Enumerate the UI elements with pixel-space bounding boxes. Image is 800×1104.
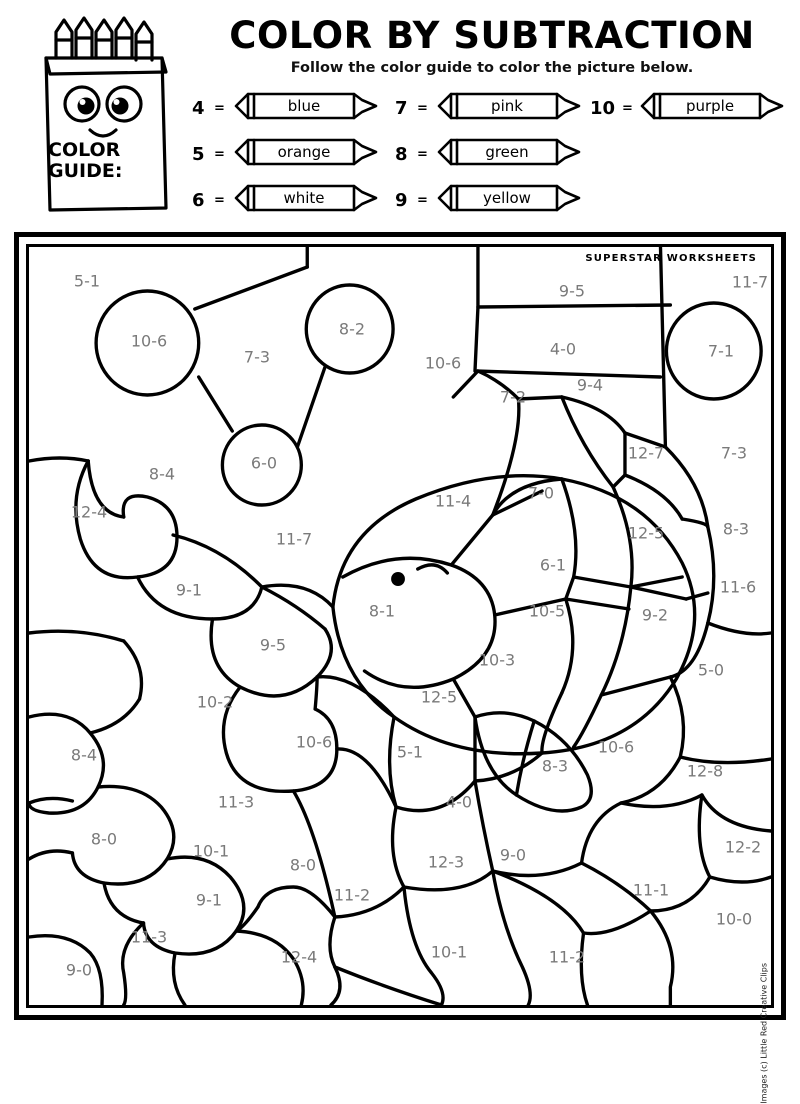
legend-number: 10 bbox=[590, 98, 616, 119]
legend-number: 6 bbox=[192, 190, 205, 211]
region-label: 6-1 bbox=[539, 555, 567, 575]
region-label: 10-1 bbox=[192, 841, 230, 861]
region-label: 10-5 bbox=[528, 601, 566, 621]
legend-color-name: orange bbox=[277, 143, 331, 161]
region-label: 7-2 bbox=[499, 387, 527, 407]
region-label: 8-0 bbox=[289, 855, 317, 875]
region-label: 11-3 bbox=[130, 927, 168, 947]
region-label: 5-0 bbox=[697, 660, 725, 680]
region-label: 9-1 bbox=[175, 580, 203, 600]
region-label: 11-3 bbox=[217, 792, 255, 812]
region-label: 7-3 bbox=[243, 347, 271, 367]
region-label: 8-1 bbox=[368, 601, 396, 621]
region-label: 10-0 bbox=[715, 909, 753, 929]
legend-equals: = bbox=[417, 147, 428, 162]
region-label: 12-3 bbox=[427, 852, 465, 872]
legend-equals: = bbox=[417, 193, 428, 208]
legend-item-4 bbox=[192, 88, 382, 134]
legend-item-7 bbox=[395, 88, 585, 134]
legend-color-name: white bbox=[283, 189, 325, 207]
legend-number: 4 bbox=[192, 98, 205, 119]
legend-number: 7 bbox=[395, 98, 408, 119]
region-label: 9-1 bbox=[195, 890, 223, 910]
legend-number: 8 bbox=[395, 144, 408, 165]
region-label: 11-2 bbox=[333, 885, 371, 905]
legend-equals: = bbox=[214, 101, 225, 116]
region-label: 11-4 bbox=[434, 491, 472, 511]
crayon-box-graphic bbox=[20, 12, 180, 217]
region-label: 12-4 bbox=[70, 502, 108, 522]
region-label: 10-3 bbox=[478, 650, 516, 670]
region-label: 11-7 bbox=[275, 529, 313, 549]
legend-column-2 bbox=[395, 88, 585, 226]
brand-watermark: SUPERSTAR WORKSHEETS bbox=[585, 253, 757, 264]
region-label: 11-2 bbox=[548, 947, 586, 967]
region-label: 9-5 bbox=[259, 635, 287, 655]
region-label: 8-4 bbox=[70, 745, 98, 765]
legend-item-5 bbox=[192, 134, 382, 180]
region-label: 7-1 bbox=[707, 341, 735, 361]
worksheet-panel bbox=[14, 232, 786, 1104]
page-header bbox=[0, 0, 800, 222]
region-label: 8-3 bbox=[541, 756, 569, 776]
legend-column-1 bbox=[192, 88, 382, 226]
legend-column-3 bbox=[590, 88, 790, 134]
region-label: 4-0 bbox=[445, 792, 473, 812]
region-label: 11-6 bbox=[719, 577, 757, 597]
region-label: 7-0 bbox=[527, 483, 555, 503]
region-label: 10-6 bbox=[424, 353, 462, 373]
legend-item-8 bbox=[395, 134, 585, 180]
legend-item-9 bbox=[395, 180, 585, 226]
region-label: 12-2 bbox=[724, 837, 762, 857]
region-label: 5-1 bbox=[396, 742, 424, 762]
region-label: 9-2 bbox=[641, 605, 669, 625]
region-label: 11-1 bbox=[632, 880, 670, 900]
legend-color-name: yellow bbox=[483, 189, 531, 207]
region-label: 8-2 bbox=[338, 319, 366, 339]
legend-color-name: purple bbox=[685, 97, 735, 115]
region-label: 5-1 bbox=[73, 271, 101, 291]
page-subtitle: Follow the color guide to color the picture below. bbox=[290, 60, 694, 76]
credit-text: Images (c) Little Red Creative Clips bbox=[760, 963, 769, 1104]
legend-equals: = bbox=[622, 101, 633, 116]
region-label: 10-2 bbox=[196, 692, 234, 712]
region-label: 7-3 bbox=[720, 443, 748, 463]
region-label: 11-7 bbox=[731, 272, 769, 292]
region-label: 12-4 bbox=[280, 947, 318, 967]
legend-item-6 bbox=[192, 180, 382, 226]
region-label: 12-5 bbox=[420, 687, 458, 707]
legend-color-name: green bbox=[485, 143, 529, 161]
region-label: 9-4 bbox=[576, 375, 604, 395]
region-label: 12-5 bbox=[627, 523, 665, 543]
legend-number: 5 bbox=[192, 144, 205, 165]
legend-equals: = bbox=[214, 193, 225, 208]
region-label: 10-6 bbox=[130, 331, 168, 351]
legend-equals: = bbox=[214, 147, 225, 162]
region-label: 8-0 bbox=[90, 829, 118, 849]
region-label: 6-0 bbox=[250, 453, 278, 473]
legend-color-name: pink bbox=[491, 97, 523, 115]
legend-color-name: blue bbox=[287, 97, 321, 115]
region-label: 10-6 bbox=[597, 737, 635, 757]
legend-number: 9 bbox=[395, 190, 408, 211]
region-label: 9-0 bbox=[499, 845, 527, 865]
color-guide-legend bbox=[190, 88, 790, 218]
worksheet-picture bbox=[26, 244, 774, 1104]
legend-item-10 bbox=[590, 88, 790, 134]
region-label: 12-8 bbox=[686, 761, 724, 781]
region-label: 10-1 bbox=[430, 942, 468, 962]
region-label: 12-7 bbox=[627, 443, 665, 463]
region-label: 10-6 bbox=[295, 732, 333, 752]
region-label: 9-0 bbox=[65, 960, 93, 980]
legend-equals: = bbox=[417, 101, 428, 116]
page-title: COLOR BY SUBTRACTION bbox=[229, 14, 755, 57]
color-guide-label bbox=[48, 140, 158, 182]
region-label: 8-4 bbox=[148, 464, 176, 484]
color-guide-label-line2: GUIDE: bbox=[48, 160, 123, 182]
region-label: 8-3 bbox=[722, 519, 750, 539]
region-label: 9-5 bbox=[558, 281, 586, 301]
color-guide-label-line1: COLOR bbox=[48, 139, 121, 161]
region-label: 4-0 bbox=[549, 339, 577, 359]
